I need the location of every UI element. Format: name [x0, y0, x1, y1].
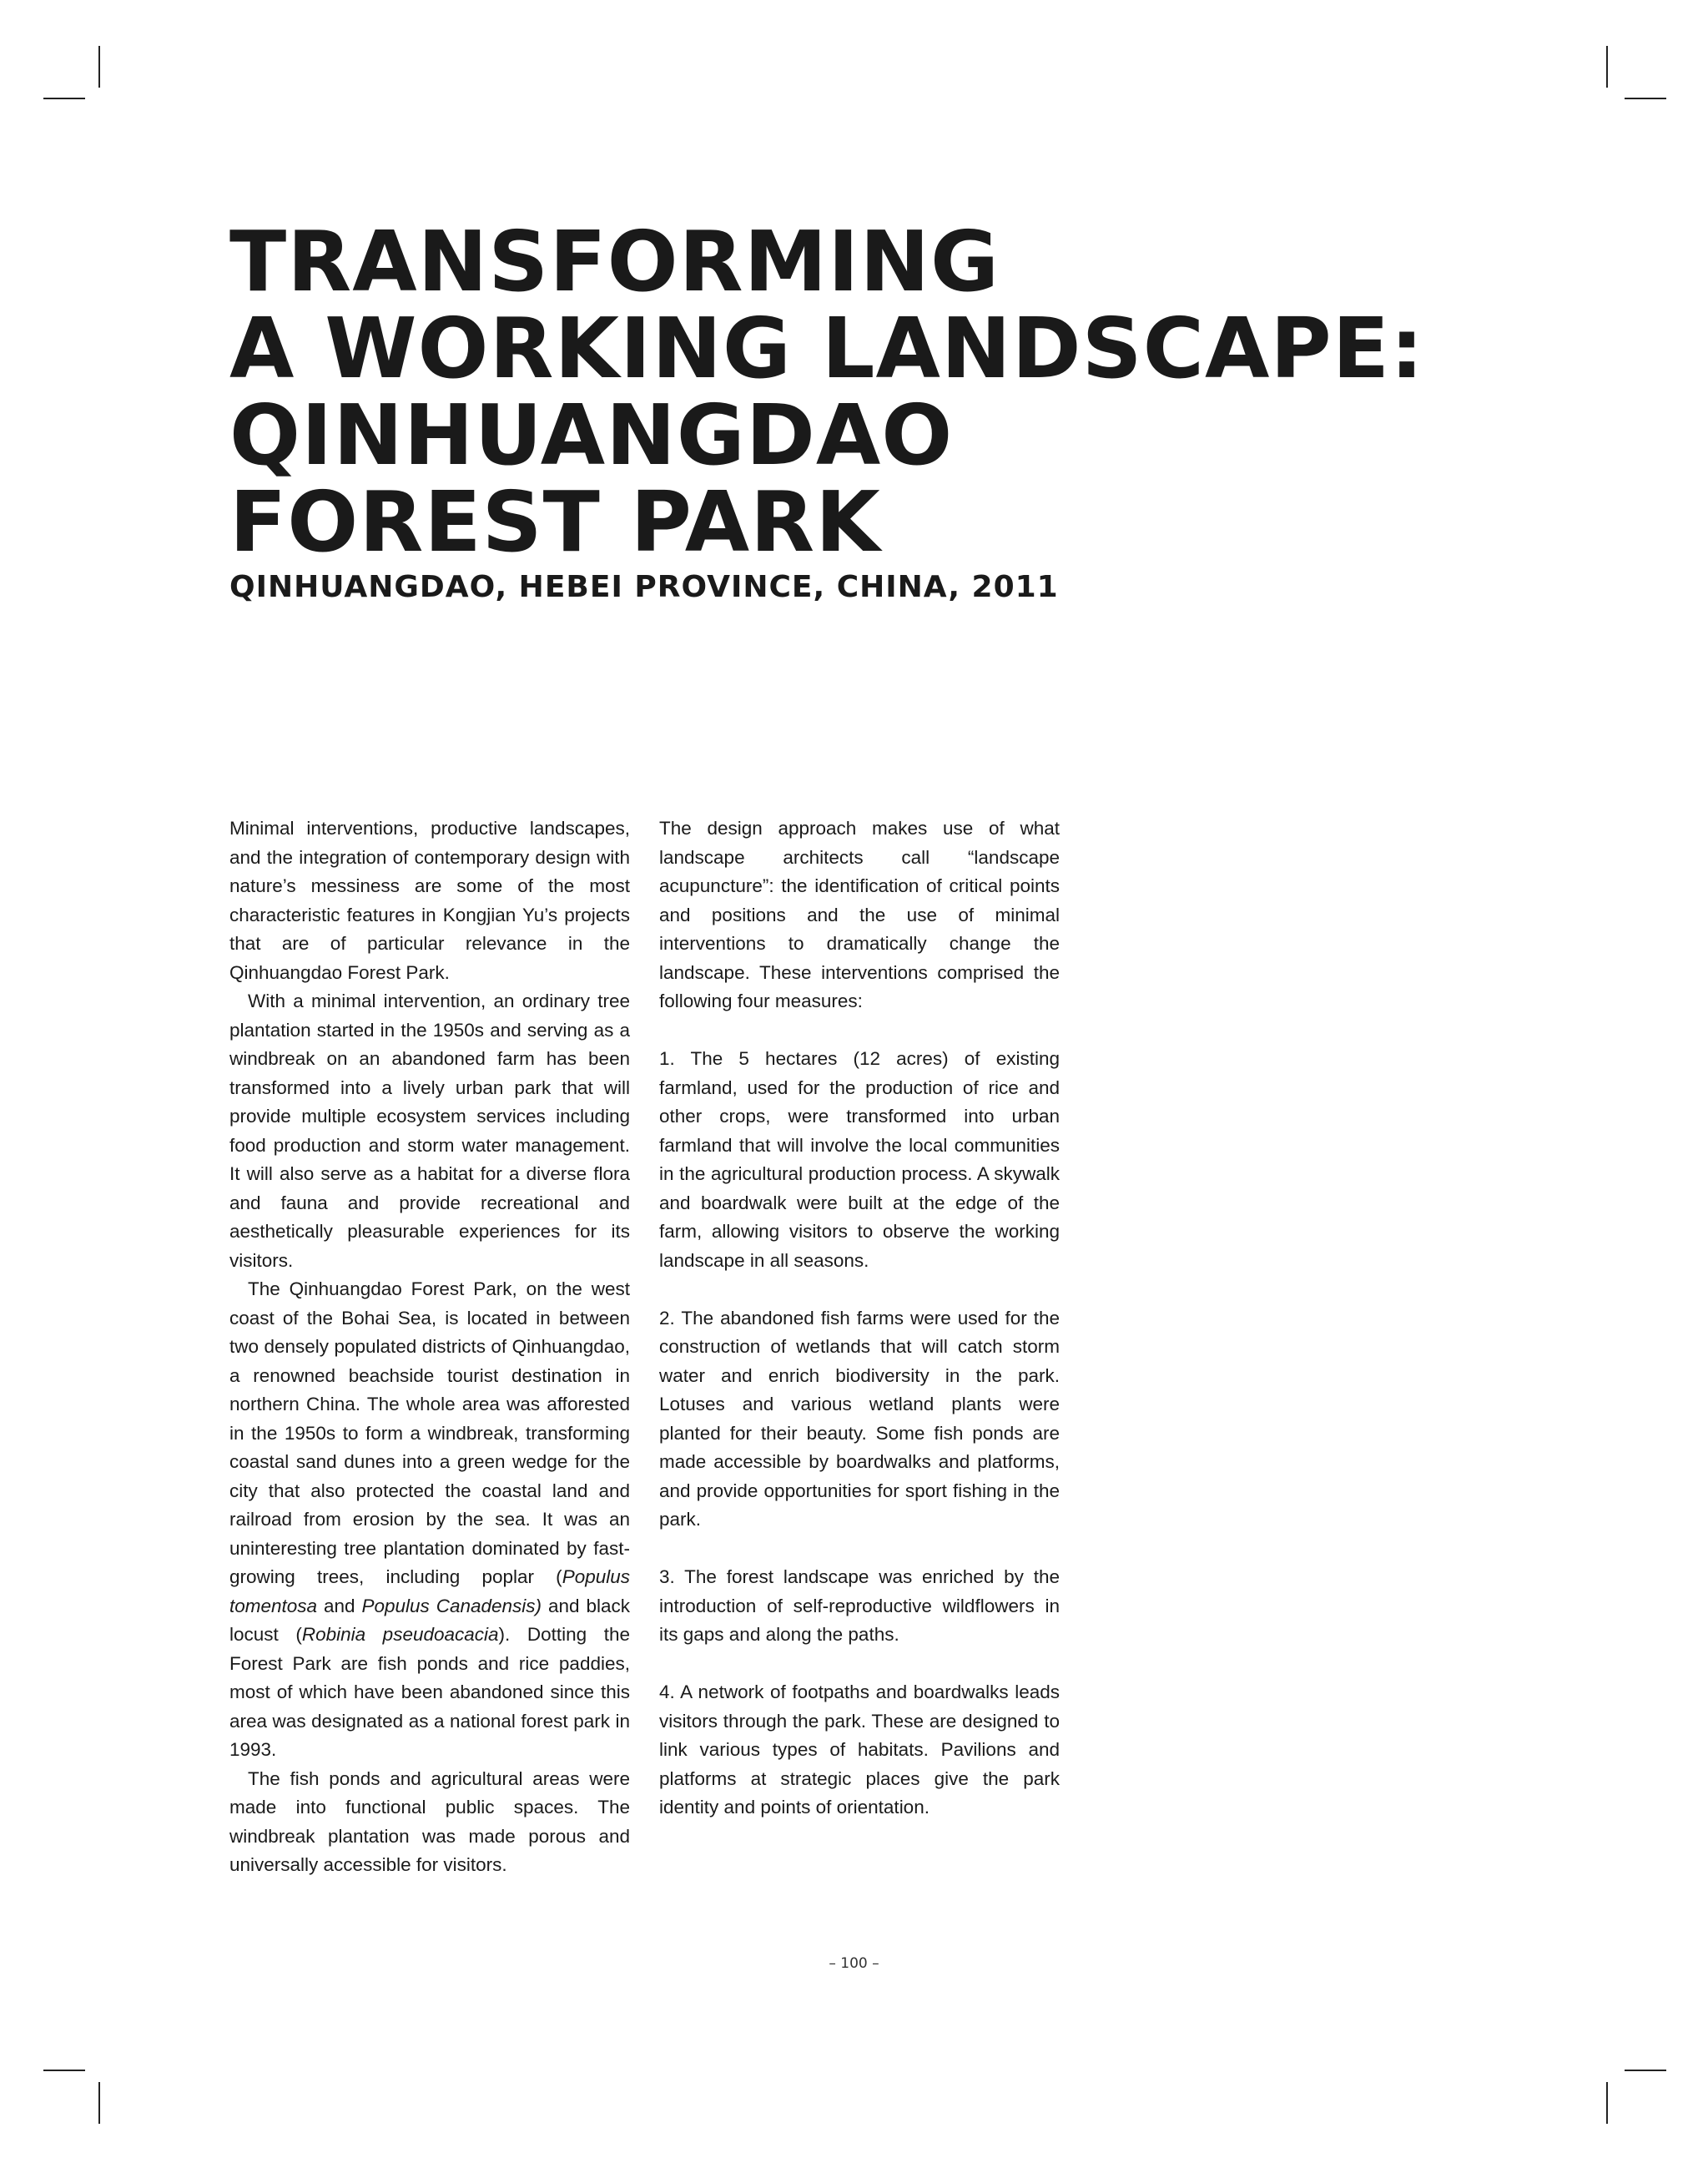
species-populus-canadensis: Populus Canadensis) — [361, 1595, 542, 1616]
left-paragraph-3-text-b: and — [317, 1595, 362, 1616]
measure-item-4: 4. A network of footpaths and boardwalks leads visitors through the park. These are designed to link various types of habitats. Pavilions and platforms at strategic places give the park identity and points of orientation. — [659, 1681, 1060, 1818]
left-paragraph-2: With a minimal intervention, an ordinary tree plantation started in the 1950s and serving as a windbreak on an abandoned farm has been transformed into a lively urban park that will provide multiple ecosystem services including food production and storm water management. It will also serve as a habitat for a diverse flora and fauna and provide recreational and aesthetically pleasurable experiences for its visitors. — [229, 991, 630, 1271]
left-column — [229, 814, 630, 1880]
page-subtitle: QINHUANGDAO, HEBEI PROVINCE, CHINA, 2011 — [229, 570, 1059, 604]
crop-mark-bottom-right-vertical — [1606, 2082, 1608, 2124]
title-line-1: TRANSFORMING — [229, 213, 1000, 310]
page-title — [229, 213, 1481, 571]
species-robinia-pseudoacacia: Robinia pseudoacacia — [301, 1624, 499, 1645]
left-paragraph-3-text-c: and black locust ( — [229, 1595, 630, 1645]
right-intro-paragraph: The design approach makes use of what landscape architects call “landscape acupuncture”: the identification of critical points and positions and the use of minimal interventions to dramatically change the landscape. These interventions comprised the following four measures: — [659, 818, 1060, 1011]
crop-mark-top-left-vertical — [98, 46, 100, 88]
crop-mark-top-right-vertical — [1606, 46, 1608, 88]
measure-item-2: 2. The abandoned fish farms were used for the construction of wetlands that will catch storm water and enrich biodiversity in the park. Lotuses and various wetland plants were planted for their beauty. Some fish ponds are made accessible by boardwalks and platforms, and provide opportunities for sport fishing in the park. — [659, 1307, 1060, 1530]
left-paragraph-3-text-a: The Qinhuangdao Forest Park, on the west coast of the Bohai Sea, is located in between two densely populated districts of Qinhuangdao, a renowned beachside tourist destination in northern China. The whole area was afforested in the 1950s to form a windbreak, transforming coastal sand dunes into a green wedge for the city that also protected the coastal land and railroad from erosion by the sea. It was an uninteresting tree plantation dominated by fast-growing trees, including poplar ( — [229, 1278, 630, 1587]
crop-mark-bottom-left-horizontal — [43, 2070, 85, 2071]
title-line-2: A WORKING LANDSCAPE: — [229, 300, 1425, 397]
crop-mark-bottom-left-vertical — [98, 2082, 100, 2124]
title-line-4: FOREST PARK — [229, 473, 881, 571]
species-populus-tomentosa: Populus tomentosa — [229, 1566, 630, 1616]
measure-item-1: 1. The 5 hectares (12 acres) of existing farmland, used for the production of rice and other crops, were transformed into urban farmland that will involve the local communities in the agricultural production process. A skywalk and boardwalk were built at the edge of the farm, allowing visitors to observe the working landscape in all seasons. — [659, 1048, 1060, 1271]
right-column — [659, 814, 1060, 1823]
page-number: – 100 – — [829, 1955, 879, 1972]
title-line-3: QINHUANGDAO — [229, 386, 954, 484]
left-paragraph-1: Minimal interventions, productive landscapes, and the integration of contemporary design with nature’s messiness are some of the most characteristic features in Kongjian Yu’s projects that are of particular relevance in the Qinhuangdao Forest Park. — [229, 818, 630, 983]
crop-mark-bottom-right-horizontal — [1625, 2070, 1666, 2071]
left-paragraph-4: The fish ponds and agricultural areas were made into functional public spaces. The windbreak plantation was made porous and universally accessible for visitors. — [229, 1767, 630, 1875]
left-paragraph-3 — [229, 1275, 630, 1765]
crop-mark-top-right-horizontal — [1625, 98, 1666, 99]
measure-item-3: 3. The forest landscape was enriched by the introduction of self-reproductive wildflowers in its gaps and along the paths. — [659, 1566, 1060, 1645]
left-paragraph-3-text-d: ). Dotting the Forest Park are fish ponds and rice paddies, most of which have been abandoned since this area was designated as a national forest park in 1993. — [229, 1624, 630, 1760]
crop-mark-top-left-horizontal — [43, 98, 85, 99]
